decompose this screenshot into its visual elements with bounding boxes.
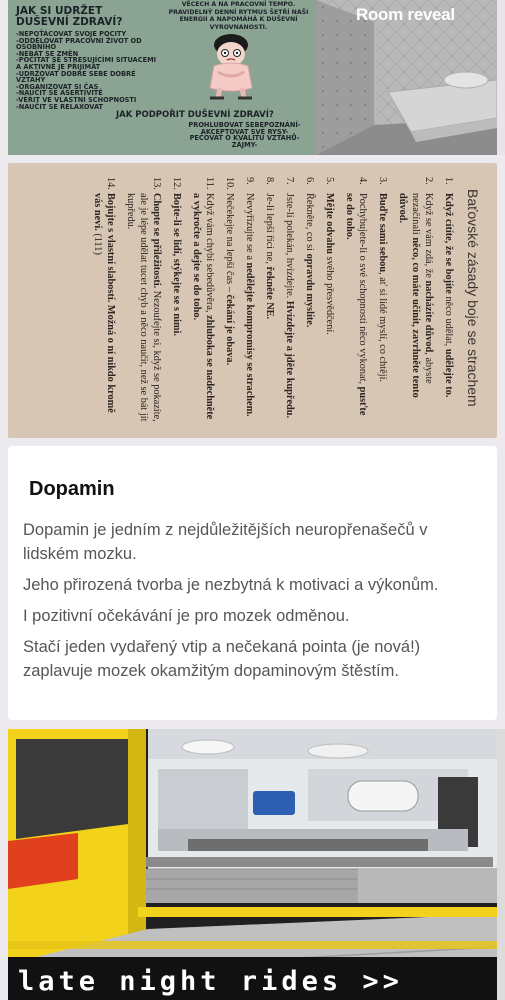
ambulance-caption: late night rides >> xyxy=(18,966,403,997)
book-rule-item xyxy=(223,177,236,424)
mh-support-line: AKCEPTOVAT SVÉ RYSY- xyxy=(200,127,289,136)
book-rule-item xyxy=(170,177,183,424)
mh-support-line: PROHLUBOVAT SEBEPOZNÁNÍ- xyxy=(188,121,301,129)
book-rule-item xyxy=(323,177,336,424)
mh-tip: -VĚŘIT VE VLASTNÍ SCHOPNOSTI xyxy=(16,95,137,104)
ambulance-interior-photo xyxy=(8,729,497,1000)
mh-top-line: VYROVNANOSTI. xyxy=(209,24,268,32)
book-rule-number: 13. xyxy=(151,177,162,190)
dopamin-paragraph: Jeho přirozená tvorba je nezbytná k motivaci a výkonům. xyxy=(23,576,439,594)
book-rule-item xyxy=(442,177,455,424)
mh-tips-list xyxy=(16,31,201,110)
dopamin-paragraph: Dopamin je jedním z nejdůležitějších neuropřenašečů v lidském mozku. xyxy=(23,521,428,563)
book-rule-text: Nezoufejte si, když se pokazíte, ale je lépe udělat tucet chyb a něco naučit, než se bát jít kupředu. xyxy=(125,193,162,422)
mh-support-line: ZÁJMY- xyxy=(231,140,258,149)
mh-tip: -NEBÁT SE ZMĚN xyxy=(16,49,79,58)
mh-tip: -NAUČIT SE ASERTIVITĚ xyxy=(16,89,103,98)
book-page-rotated xyxy=(8,163,497,438)
book-rule-item xyxy=(263,177,276,424)
mh-top-text xyxy=(166,2,311,33)
book-rule-number: 11. xyxy=(204,177,215,190)
room-reveal-card[interactable] xyxy=(316,0,497,155)
dopamin-paragraph: Stačí jeden vydařený vtip a nečekaná pointa (je nová!) zaplavuje mozek okamžitým dopaminovým štěstím. xyxy=(23,638,421,680)
book-rule-item xyxy=(91,177,117,424)
book-rule-bold: řekněte NE. xyxy=(264,266,275,320)
book-title: Baťovské zásady boje se strachem xyxy=(465,189,481,407)
mh-support-list xyxy=(172,122,316,148)
next-card-edge xyxy=(497,729,505,1000)
book-rule-number: 5. xyxy=(324,177,335,185)
book-rule-bold: zhluboka se nadechněte a vykročte a dejte se do toho. xyxy=(191,193,215,420)
dopamin-body xyxy=(23,518,483,690)
book-rule-number: 14. xyxy=(105,177,116,190)
book-rule-bold: Když cítíte, že se bojíte xyxy=(443,193,454,294)
room-reveal-title: Room reveal xyxy=(356,5,455,24)
book-rule-bold: nacházíte důvod xyxy=(423,280,434,353)
book-rule-item xyxy=(283,177,296,424)
book-rule-number: 9. xyxy=(244,177,255,185)
book-rule-bold: Bojte-li se lidí, stýkejte se s nimi. xyxy=(171,193,182,336)
book-rule-number: 10. xyxy=(224,177,235,190)
book-rule-text: Nečekejte na lepší čas – xyxy=(224,193,235,295)
ambulance-card[interactable] xyxy=(8,729,497,1000)
book-rule-item xyxy=(396,177,435,424)
book-rule-number: 6. xyxy=(304,177,315,185)
book-rule-number: 4. xyxy=(357,177,368,185)
book-rule-number: 1. xyxy=(443,177,454,185)
book-rule-text: Je-li lepší říci ne, xyxy=(264,193,275,267)
book-rule-bold: Buďte sami sebou xyxy=(377,193,388,273)
dopamin-card[interactable] xyxy=(8,446,497,720)
book-rule-text: Jste-li polekán, hvízdejte. xyxy=(284,193,295,301)
book-rule-text: , ať si lidé myslí, co chtějí. xyxy=(377,272,388,383)
mh-question-line: JAK SI UDRŽET xyxy=(16,5,103,17)
book-rule-number: 3. xyxy=(377,177,388,185)
book-rule-bold: čekání je obava. xyxy=(224,294,235,366)
mh-support-title: JAK PODPOŘIT DUŠEVNÍ ZDRAVÍ? xyxy=(116,110,274,120)
book-rule-number: 2. xyxy=(423,177,434,185)
book-rule-text: Pochybujete-li o své schopnosti něco vykonat, xyxy=(357,193,368,387)
book-rule-text: Když se vám zdá, že xyxy=(423,193,434,281)
dopamin-title: Dopamin xyxy=(29,478,115,500)
book-rule-text: Nevyřizujte se a xyxy=(244,193,255,263)
dopamin-paragraph: I pozitivní očekávání je pro mozek odměnou. xyxy=(23,607,350,625)
book-rule-text: něco udělat, xyxy=(443,293,454,349)
book-rule-bold: Chopte se příležitosti. xyxy=(151,193,162,289)
book-rule-item xyxy=(243,177,256,424)
book-rule-bold: něco, co máte učinit, zavrhněte tento důvod. xyxy=(397,193,421,398)
book-rule-number: 12. xyxy=(171,177,182,190)
mh-tip: A AKTIVNĚ JE PŘIJÍMAT xyxy=(16,62,101,71)
book-rule-item xyxy=(343,177,369,424)
mental-health-image-card[interactable] xyxy=(8,0,316,155)
book-rule-bold: Mějte odvahu xyxy=(324,193,335,254)
book-rule-bold: Bojujte s vlastní slabostí. Možná o ní nikdo kromě vás neví. xyxy=(92,193,116,413)
mh-tip: -ORGANIZOVAT SI ČAS xyxy=(16,82,99,91)
book-rule-text: (111) xyxy=(92,230,103,255)
mh-top-line: ENERGII A NAPOMÁHÁ K DUŠEVNÍ xyxy=(179,16,298,24)
book-rule-item xyxy=(376,177,389,424)
mh-question xyxy=(16,6,122,27)
book-rules-list xyxy=(91,177,455,424)
book-rule-text: , abyste nezačínali xyxy=(410,193,434,384)
book-rule-bold: Hvízdejte a jděte kupředu. xyxy=(284,300,295,419)
mh-tip: -NEPOŤÁCOVAT SVOJE POCITY xyxy=(16,30,127,38)
book-rule-text: svého přesvědčení. xyxy=(324,253,335,335)
mh-support-line: PEČOVAT O KVALITU VZTAHŮ- xyxy=(189,134,300,143)
book-rule-number: 7. xyxy=(284,177,295,185)
book-rule-item xyxy=(303,177,316,424)
top-row xyxy=(0,0,505,155)
mh-tip: -ODDĚLOVAT PRACOVNÍ ŽIVOT OD xyxy=(16,36,142,45)
mh-tip: VZTAHY xyxy=(16,76,46,85)
mh-tip: -NAUČIT SE RELAXOVAT xyxy=(16,102,104,111)
mh-tip: -UDRŽOVAT DOBRÉ SEBE DOBRÉ xyxy=(16,69,136,78)
mh-tip: -POČÍTAT SE STRESUJÍCÍMI SITUACEMI xyxy=(16,56,157,65)
mh-top-line: VĚCECH A NA PRACOVNÍ TEMPO. xyxy=(181,1,296,8)
book-rule-text: Řekněte, co si xyxy=(304,193,315,254)
book-rule-bold: udělejte to. xyxy=(443,348,454,398)
book-rule-text: Když vám chybí sebedůvěra, xyxy=(204,193,215,316)
book-page-card[interactable] xyxy=(8,163,497,438)
mh-question-line: DUŠEVNÍ ZDRAVÍ? xyxy=(16,15,123,28)
book-rule-item xyxy=(190,177,216,424)
book-rule-item xyxy=(124,177,163,424)
mh-tip: OSOBNÍHO xyxy=(16,43,57,52)
next-card-edge xyxy=(497,0,505,155)
cartoon-thinking-person-icon xyxy=(196,32,266,100)
book-rule-number: 8. xyxy=(264,177,275,185)
book-rule-bold: nedělejte kompromisy se strachem. xyxy=(244,262,255,417)
book-rule-bold: pusťte se do toho. xyxy=(344,193,368,416)
mh-top-line: PRAVIDELNÝ DENNÍ RYTMUS ŠETŘÍ NAŠI xyxy=(168,8,309,16)
book-rule-bold: opravdu myslíte. xyxy=(304,253,315,328)
